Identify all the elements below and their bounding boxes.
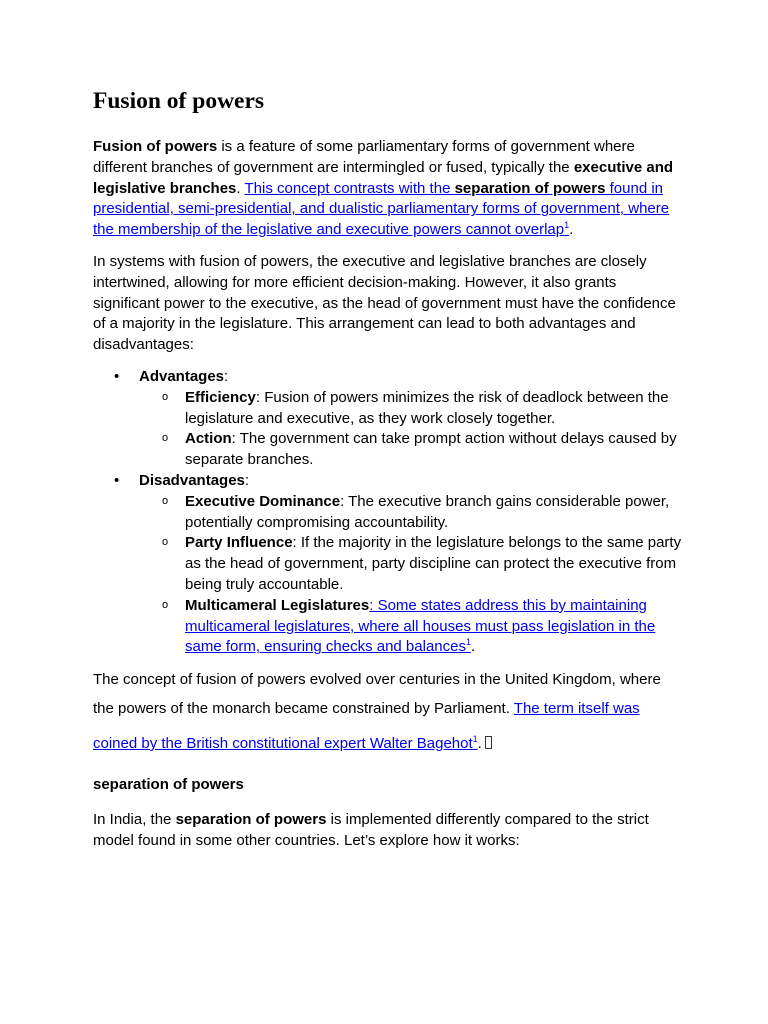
india-text: In India, the	[93, 810, 176, 828]
separation-link-text: This concept contrasts with the	[244, 179, 455, 197]
item-text: : The government can take prompt action without delays caused by separate branches.	[185, 430, 677, 469]
list-item	[139, 533, 683, 595]
item-term: Action	[185, 430, 232, 448]
citation-sup: 1	[472, 733, 478, 744]
item-text: : If the majority in the legislature belongs to the same party as the head of government, party discipline can protect the executive from being truly accountable.	[185, 534, 682, 593]
separation-link-text-2: found in presidential, semi-presidential, and dualistic parliamentary forms of government, where the membership of the legislative and executive powers cannot overlap	[93, 179, 670, 239]
item-term: Executive Dominance	[185, 492, 341, 510]
systems-paragraph: In systems with fusion of powers, the executive and legislative branches are closely intertwined, allowing for more efficient decision-making. However, it also grants significant power to the executive, as the head of government must have the confidence of a majority in the legislature. This arrangement can lead to both advantages and disadvantages:	[93, 252, 676, 354]
missing-glyph-icon	[485, 736, 492, 749]
citation-sup: 1	[465, 637, 471, 648]
list-item	[139, 492, 683, 534]
disadvantages-sublist	[139, 492, 683, 658]
list-item-advantages	[93, 367, 683, 471]
item-text: : Fusion of powers minimizes the risk of deadlock between the legislature and executive, as they work closely together.	[185, 388, 669, 427]
bagehot-link-text: The term itself was coined by the British constitutional expert Walter Bagehot	[93, 699, 640, 752]
advantages-sublist	[139, 388, 683, 471]
list-item	[139, 596, 683, 658]
multicameral-link-text: : Some states address this by maintaining multicameral legislatures, where all houses must pass legislation in the same form, ensuring checks and balances	[185, 596, 656, 656]
india-paragraph	[93, 810, 683, 852]
intro-text: is a feature of some parliamentary forms of government where different branches of government are intermingled or fused, typically the	[93, 138, 635, 176]
disadvantages-label: Disadvantages	[139, 471, 245, 489]
india-bold: separation of powers	[175, 810, 327, 828]
intro-paragraph	[93, 137, 683, 241]
item-text: : The executive branch gains considerable power, potentially compromising accountability.	[185, 492, 670, 531]
india-text-2: is implemented differently compared to the strict model found in some other countries. Let’s explore how it works:	[93, 810, 649, 849]
item-term: Party Influence	[185, 534, 293, 552]
intro-bold-branches: executive and legislative branches	[93, 158, 674, 197]
disadvantages-colon: :	[244, 471, 250, 489]
advantages-colon: :	[224, 367, 229, 385]
advantages-label: Advantages	[139, 367, 225, 385]
history-text: The concept of fusion of powers evolved over centuries in the United Kingdom, where the powers of the monarch became constrained by Parliament.	[93, 671, 661, 717]
citation-sup: 1	[564, 220, 570, 231]
separation-link-bold: separation of powers	[454, 179, 606, 197]
pros-cons-list	[93, 367, 683, 658]
list-item	[139, 429, 683, 471]
list-item-disadvantages	[93, 471, 683, 658]
history-end: .	[477, 734, 482, 752]
list-item	[139, 388, 683, 430]
item-term: Multicameral Legislatures	[185, 596, 370, 614]
item-term: Efficiency	[185, 388, 256, 406]
page-title: Fusion of powers	[93, 88, 265, 114]
item-end: .	[471, 638, 476, 656]
intro-end: .	[569, 221, 574, 239]
intro-term: Fusion of powers	[93, 138, 218, 155]
history-paragraph	[93, 670, 683, 761]
intro-text-2: .	[236, 179, 245, 197]
section-heading: separation of powers	[93, 775, 244, 793]
document-page	[93, 86, 683, 862]
